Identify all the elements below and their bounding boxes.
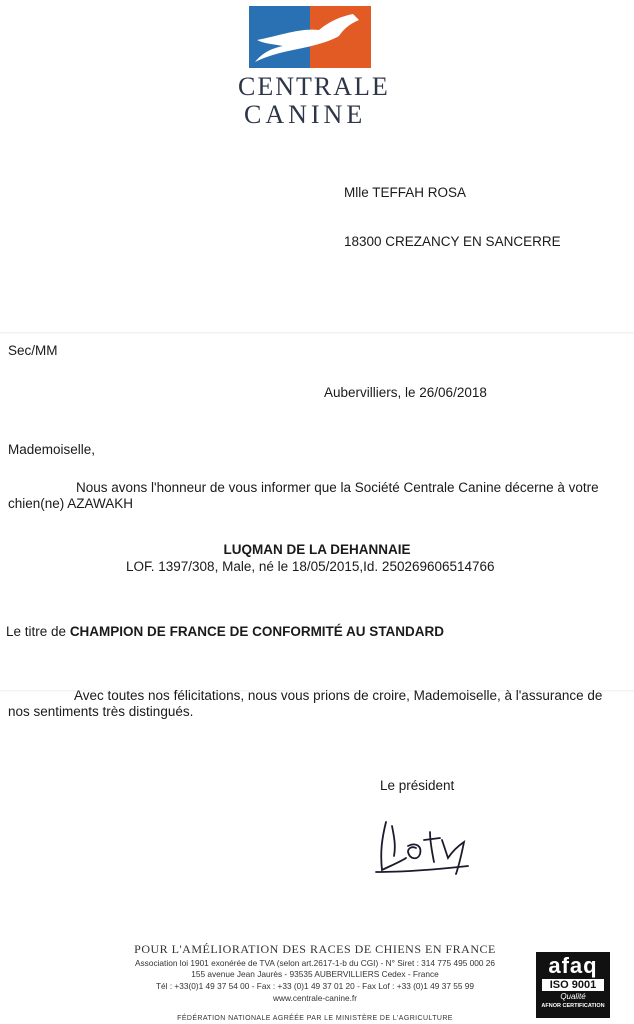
dog-name: LUQMAN DE LA DEHANNAIE xyxy=(223,542,411,557)
quality-label: Qualité xyxy=(560,992,586,1001)
title-award: CHAMPION DE FRANCE DE CONFORMITÉ AU STANDARD xyxy=(69,624,445,639)
footer-federation: FÉDÉRATION NATIONALE AGRÉÉE PAR LE MINISTÈRE DE L'AGRICULTURE xyxy=(177,1015,453,1022)
signatory-title: Le président xyxy=(380,778,455,793)
closing-line-2: nos sentiments très distingués. xyxy=(8,704,194,719)
closing-line-1: Avec toutes nos félicitations, nous vous prions de croire, Mademoiselle, à l'assurance de xyxy=(74,688,603,703)
handwritten-signature xyxy=(372,812,482,878)
footer-line-2: 155 avenue Jean Jaurès - 93535 AUBERVILLIERS Cedex - France xyxy=(191,969,439,979)
title-prefix: Le titre de xyxy=(6,624,67,639)
recipient-name: Mlle TEFFAH ROSA xyxy=(344,185,467,200)
logo-line-1: CENTRALE xyxy=(238,72,390,101)
footer-heading: POUR L'AMÉLIORATION DES RACES DE CHIENS EN FRANCE xyxy=(134,942,496,956)
footer-line-1: Association loi 1901 exonérée de TVA (selon art.2617-1-b du CGI) - N° Siret : 314 775 495 000 26 xyxy=(135,958,495,968)
logo-line-2: CANINE xyxy=(244,100,367,129)
dog-logo-icon xyxy=(249,6,371,68)
afaq-brand: afaq xyxy=(548,953,598,978)
reference: Sec/MM xyxy=(8,343,58,358)
dog-details: LOF. 1397/308, Male, né le 18/05/2015,Id. 250269606514766 xyxy=(126,559,495,574)
certification-issuer: AFNOR CERTIFICATION xyxy=(541,1003,605,1009)
footer-website[interactable]: www.centrale-canine.fr xyxy=(273,993,357,1003)
title-line xyxy=(6,624,444,639)
paper-fold xyxy=(0,332,634,334)
afaq-certification-badge xyxy=(536,952,610,1018)
body-paragraph-line-1: Nous avons l'honneur de vous informer que la Société Centrale Canine décerne à votre xyxy=(76,480,599,495)
footer-line-3: Tél : +33(0)1 49 37 54 00 - Fax : +33 (0)1 49 37 01 20 - Fax Lof : +33 (0)1 49 37 55 99 xyxy=(155,981,475,991)
iso-standard: ISO 9001 xyxy=(542,979,604,991)
date-line: Aubervilliers, le 26/06/2018 xyxy=(324,385,487,400)
salutation: Mademoiselle, xyxy=(8,442,96,457)
body-paragraph-line-2: chien(ne) AZAWAKH xyxy=(8,496,134,511)
recipient-city: 18300 CREZANCY EN SANCERRE xyxy=(344,234,561,249)
